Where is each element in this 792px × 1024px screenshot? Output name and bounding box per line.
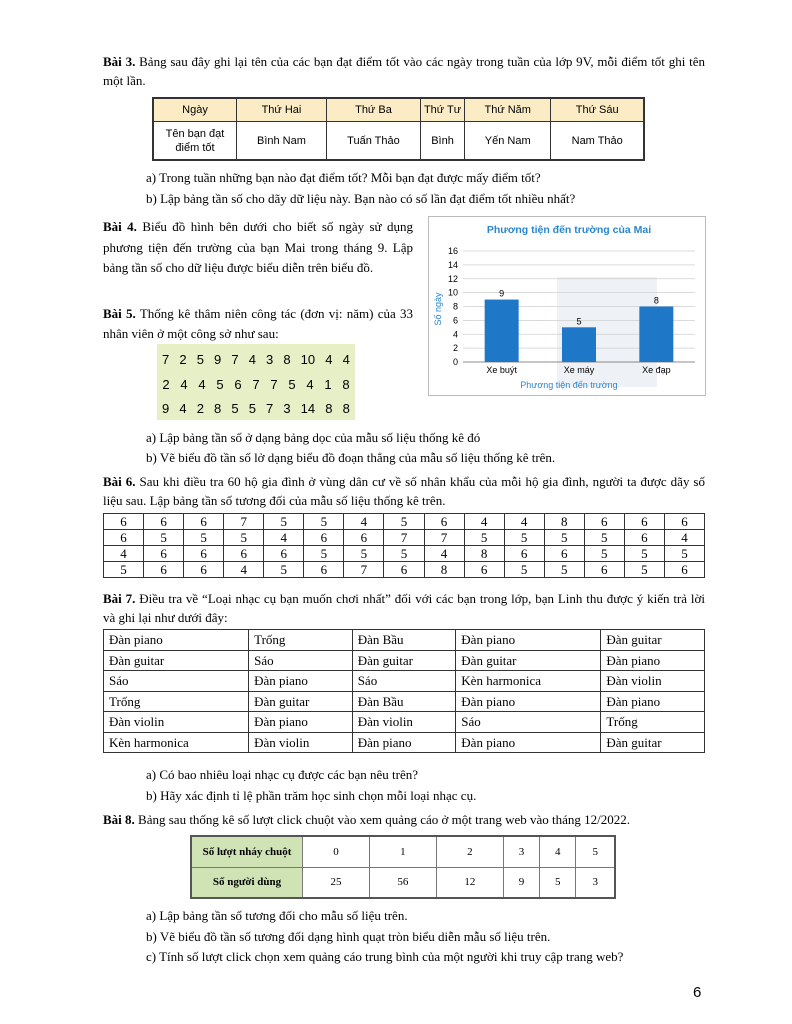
chart-data-label: 9 (499, 288, 505, 299)
bai6-cell: 6 (184, 546, 224, 562)
chart-bar (562, 327, 596, 362)
bai5-value: 10 (300, 351, 316, 367)
bai6-cell: 5 (144, 530, 184, 546)
bai6-cell: 6 (144, 546, 184, 562)
bai6-cell: 6 (144, 514, 184, 530)
bai6-cell: 6 (264, 546, 304, 562)
table-row (104, 514, 705, 530)
bai8-cell: 12 (436, 867, 503, 898)
bai5-row (157, 348, 355, 370)
table-row (104, 671, 705, 692)
bai8-cell: 1 (369, 836, 436, 867)
bai6-cell: 7 (224, 514, 264, 530)
bai8-cell: 5 (576, 836, 615, 867)
bai7-cell: Đàn violin (601, 671, 705, 692)
bai6-cell: 5 (664, 546, 704, 562)
bai7-question-a: a) Có bao nhiêu loại nhạc cụ được các bạn nêu trên? (146, 767, 418, 782)
bai5-value: 5 (288, 376, 296, 392)
bai6-cell: 5 (264, 562, 304, 578)
bai4-body: Biểu đồ hình bên dưới cho biết số ngày sử dụng phương tiện đến trường của bạn Mai trong tháng 9. Lập bảng tần số cho dữ liệu được biểu diễn trên biểu đồ. (103, 219, 413, 275)
chart-data-label: 5 (576, 316, 582, 327)
table-row (104, 630, 705, 651)
bai5-value: 7 (270, 376, 278, 392)
bai6-cell: 4 (264, 530, 304, 546)
page-number: 6 (693, 984, 702, 1001)
bai3-text (103, 52, 705, 90)
bai7-body: Điều tra về “Loại nhạc cụ bạn muốn chơi nhất” đối với các bạn trong lớp, bạn Linh thu được ý kiến trả lời và ghi lại như dưới đây: (103, 591, 705, 625)
bai8-question-a: a) Lập bảng tần số tương đối cho mẫu số liệu trên. (146, 908, 408, 923)
bai7-cell: Đàn guitar (104, 650, 249, 671)
bai7-cell: Trống (601, 712, 705, 733)
bai6-cell: 6 (584, 514, 624, 530)
bai6-cell: 5 (224, 530, 264, 546)
bai6-cell: 5 (464, 530, 504, 546)
bai6-cell: 5 (544, 530, 584, 546)
bai6-cell: 6 (664, 562, 704, 578)
bai5-value: 1 (324, 376, 332, 392)
chart-category-label: Xe đạp (642, 365, 671, 375)
chart-svg (429, 217, 705, 395)
table-row (104, 712, 705, 733)
chart-data-label: 8 (653, 295, 659, 306)
bai7-cell: Sáo (104, 671, 249, 692)
bai6-cell: 7 (424, 530, 464, 546)
chart-ylabel: Số ngày (433, 292, 443, 326)
bai5-value: 2 (162, 376, 170, 392)
chart-ytick-label: 2 (452, 343, 458, 354)
chart-ytick-label: 10 (447, 287, 458, 298)
bai6-cell: 5 (504, 562, 544, 578)
bai6-cell: 5 (264, 514, 304, 530)
bai6-cell: 4 (424, 546, 464, 562)
bai3-cell: Bình Nam (237, 122, 327, 161)
bai3-header: Thứ Hai (237, 98, 327, 122)
bai7-cell: Đàn guitar (456, 650, 601, 671)
chart-bar (485, 300, 519, 362)
bai7-cell: Đàn piano (601, 650, 705, 671)
bai5-value: 7 (266, 400, 274, 416)
bai6-cell: 5 (624, 546, 664, 562)
bai7-cell: Đàn violin (104, 712, 249, 733)
bai6-title: Bài 6. (103, 474, 136, 489)
bai3-header: Ngày (153, 98, 237, 122)
bai6-cell: 6 (184, 514, 224, 530)
bai7-cell: Sáo (456, 712, 601, 733)
bai6-cell: 5 (304, 514, 344, 530)
bai3-cell: Yến Nam (465, 122, 551, 161)
bai7-cell: Đàn violin (352, 712, 456, 733)
bai7-cell: Đàn guitar (601, 732, 705, 753)
bai3-question-a: a) Trong tuần những bạn nào đạt điểm tốt? Mỗi bạn đạt được mấy điểm tốt? (146, 170, 541, 185)
bai6-cell: 4 (504, 514, 544, 530)
bai3-table (152, 97, 645, 161)
bai7-cell: Kèn harmonica (456, 671, 601, 692)
bai6-cell: 6 (384, 562, 424, 578)
bai5-value: 8 (214, 400, 222, 416)
bai5-value: 4 (306, 376, 314, 392)
bai6-cell: 5 (184, 530, 224, 546)
bai3-cell: Tuấn Thảo (326, 122, 420, 161)
bai6-cell: 5 (384, 546, 424, 562)
bai6-cell: 6 (424, 514, 464, 530)
bai7-cell: Đàn piano (249, 712, 353, 733)
bai3-header: Thứ Ba (326, 98, 420, 122)
chart-yticks (448, 246, 458, 367)
bai8-text (103, 810, 705, 829)
bai6-cell: 8 (424, 562, 464, 578)
bai5-row (157, 397, 355, 419)
bai5-data-grid (157, 344, 355, 420)
bai8-cell: 3 (576, 867, 615, 898)
bai7-cell: Sáo (249, 650, 353, 671)
bai8-cell: 9 (503, 867, 539, 898)
bai3-row-label: Tên bạn đạt điểm tốt (153, 122, 237, 161)
bai6-cell: 5 (504, 530, 544, 546)
bai5-value: 4 (248, 351, 256, 367)
bai6-cell: 6 (504, 546, 544, 562)
bai6-cell: 6 (104, 514, 144, 530)
chart-ytick-label: 6 (452, 315, 458, 326)
chart-title: Phương tiện đến trường của Mai (486, 224, 652, 236)
chart-ytick-label: 12 (447, 273, 458, 284)
bai7-cell: Đàn guitar (352, 650, 456, 671)
bai6-cell: 6 (584, 562, 624, 578)
bai7-cell: Đàn Bầu (352, 630, 456, 651)
bai6-cell: 8 (464, 546, 504, 562)
bai8-question-b: b) Vẽ biểu đồ tần số tương đối dạng hình quạt tròn biểu diễn mẫu số liệu trên. (146, 929, 551, 944)
bai5-value: 2 (196, 400, 204, 416)
bai3-header: Thứ Năm (465, 98, 551, 122)
bai3-header: Thứ Tư (421, 98, 465, 122)
bai8-cell: 56 (369, 867, 436, 898)
bai6-table (103, 513, 705, 578)
bai5-value: 5 (216, 376, 224, 392)
bai7-cell: Trống (104, 691, 249, 712)
bai5-value: 6 (234, 376, 242, 392)
bai8-cell: 3 (503, 836, 539, 867)
bai6-cell: 6 (144, 562, 184, 578)
chart-category-label: Xe máy (563, 365, 595, 375)
bai5-value: 9 (214, 351, 222, 367)
bai7-cell: Đàn guitar (601, 630, 705, 651)
bai7-cell: Đàn piano (456, 732, 601, 753)
bai5-value: 8 (342, 400, 350, 416)
bai6-cell: 6 (304, 530, 344, 546)
chart-category-label: Xe buýt (486, 365, 517, 375)
bai5-question-b: b) Vẽ biểu đồ tần số lở dạng biểu đồ đoạn thẳng của mẫu số liệu thống kê trên. (146, 450, 556, 465)
bai5-value: 7 (162, 351, 170, 367)
bai6-cell: 5 (544, 562, 584, 578)
bai5-value: 8 (342, 376, 350, 392)
table-row (104, 530, 705, 546)
chart-ytick-label: 8 (452, 301, 458, 312)
bai7-text (103, 589, 705, 627)
bai6-cell: 7 (344, 562, 384, 578)
bai6-cell: 4 (464, 514, 504, 530)
bai6-cell: 5 (304, 546, 344, 562)
bai7-table (103, 629, 705, 753)
bai5-value: 4 (180, 376, 188, 392)
bai5-value: 4 (179, 400, 187, 416)
bai6-cell: 6 (624, 514, 664, 530)
bai3-cell: Nam Thảo (551, 122, 644, 161)
bai5-body: Thống kê thâm niên công tác (đơn vị: năm) của 33 nhân viên ở một công sở như sau: (103, 306, 413, 341)
bai6-cell: 5 (584, 530, 624, 546)
bai6-cell: 6 (544, 546, 584, 562)
bai6-cell: 6 (304, 562, 344, 578)
bai7-cell: Đàn piano (249, 671, 353, 692)
bai6-cell: 4 (224, 562, 264, 578)
bai5-row (157, 373, 355, 395)
bai6-cell: 6 (664, 514, 704, 530)
bai5-value: 14 (300, 400, 316, 416)
bai6-cell: 6 (464, 562, 504, 578)
bai6-cell: 7 (384, 530, 424, 546)
bai5-value: 4 (198, 376, 206, 392)
bai6-text (103, 472, 705, 510)
chart-ytick-label: 0 (452, 357, 458, 367)
bai7-cell: Đàn guitar (249, 691, 353, 712)
bai5-value: 2 (179, 351, 187, 367)
chart-ytick-label: 14 (447, 259, 458, 270)
bai6-cell: 5 (384, 514, 424, 530)
bai7-cell: Đàn Bầu (352, 691, 456, 712)
bai7-cell: Đàn piano (352, 732, 456, 753)
bai6-body: Sau khi điều tra 60 hộ gia đình ở vùng dân cư về số nhân khẩu của mỗi hộ gia đình, người ta được dãy số liệu sau. Lập bảng tần số tương đối của mẫu số liệu thống kê trên. (103, 474, 705, 508)
bai6-cell: 8 (544, 514, 584, 530)
bai6-cell: 6 (184, 562, 224, 578)
bai5-title: Bài 5. (103, 306, 136, 321)
bai3-question-b: b) Lập bảng tần số cho dãy dữ liệu này. Bạn nào có số lần đạt điểm tốt nhiều nhất? (146, 191, 576, 206)
bai6-cell: 5 (344, 546, 384, 562)
bai8-body: Bảng sau thống kê số lượt click chuột vào xem quảng cáo ở một trang web vào tháng 12/2022. (138, 812, 630, 827)
bai5-value: 5 (196, 351, 204, 367)
chart-ytick-label: 4 (452, 329, 458, 340)
bai4-text (103, 217, 413, 279)
bai6-cell: 5 (584, 546, 624, 562)
bai3-header: Thứ Sáu (551, 98, 644, 122)
chart-ytick-label: 16 (447, 246, 458, 256)
table-row (104, 650, 705, 671)
bai8-table (190, 835, 616, 899)
bai8-cell: 25 (303, 867, 370, 898)
bai8-title: Bài 8. (103, 812, 135, 827)
bai7-title: Bài 7. (103, 591, 136, 606)
table-row (191, 836, 615, 867)
bai8-cell: 4 (540, 836, 576, 867)
bai7-cell: Đàn piano (104, 630, 249, 651)
bai6-cell: 6 (104, 530, 144, 546)
bai5-question-a: a) Lập bảng tần số ở dạng bảng dọc của mẫu số liệu thống kê đó (146, 430, 481, 445)
bai3-cell: Bình (421, 122, 465, 161)
bai5-value: 5 (248, 400, 256, 416)
bai5-value: 3 (266, 351, 274, 367)
bai5-value: 5 (231, 400, 239, 416)
bai7-cell: Sáo (352, 671, 456, 692)
bai6-cell: 5 (104, 562, 144, 578)
bai5-value: 8 (325, 400, 333, 416)
bai6-cell: 4 (104, 546, 144, 562)
vehicle-bar-chart (428, 216, 706, 396)
bai5-value: 4 (325, 351, 333, 367)
table-row (191, 867, 615, 898)
bai3-body: Bảng sau đây ghi lại tên của các bạn đạt điểm tốt vào các ngày trong tuần của lớp 9V, mỗi điểm tốt ghi tên một lần. (103, 54, 705, 88)
bai5-value: 4 (342, 351, 350, 367)
bai3-title: Bài 3. (103, 54, 136, 69)
bai8-row2-label: Số người dùng (191, 867, 303, 898)
table-row (104, 732, 705, 753)
chart-bar (639, 307, 673, 363)
bai5-text (103, 304, 413, 344)
bai8-cell: 2 (436, 836, 503, 867)
bai8-cell: 0 (303, 836, 370, 867)
bai7-cell: Đàn piano (456, 630, 601, 651)
bai7-cell: Đàn piano (601, 691, 705, 712)
bai6-cell: 5 (624, 562, 664, 578)
bai5-value: 7 (252, 376, 260, 392)
bai6-cell: 4 (664, 530, 704, 546)
bai6-cell: 6 (344, 530, 384, 546)
bai6-cell: 6 (224, 546, 264, 562)
table-row (104, 562, 705, 578)
bai7-cell: Kèn harmonica (104, 732, 249, 753)
bai6-cell: 6 (624, 530, 664, 546)
bai7-question-b: b) Hãy xác định tỉ lệ phần trăm học sinh chọn mỗi loại nhạc cụ. (146, 788, 477, 803)
chart-xlabel: Phương tiện đến trường (520, 380, 618, 390)
table-row (104, 691, 705, 712)
bai8-question-c: c) Tính số lượt click chọn xem quảng cáo trung bình của một người khi truy cập trang web? (146, 949, 624, 964)
bai5-value: 9 (162, 400, 170, 416)
bai5-value: 8 (283, 351, 291, 367)
bai6-cell: 4 (344, 514, 384, 530)
bai5-value: 3 (283, 400, 291, 416)
bai8-row1-label: Số lượt nháy chuột (191, 836, 303, 867)
bai7-cell: Trống (249, 630, 353, 651)
bai7-cell: Đàn piano (456, 691, 601, 712)
bai4-title: Bài 4. (103, 219, 137, 234)
bai5-value: 7 (231, 351, 239, 367)
bai7-cell: Đàn violin (249, 732, 353, 753)
bai8-cell: 5 (540, 867, 576, 898)
table-row (104, 546, 705, 562)
